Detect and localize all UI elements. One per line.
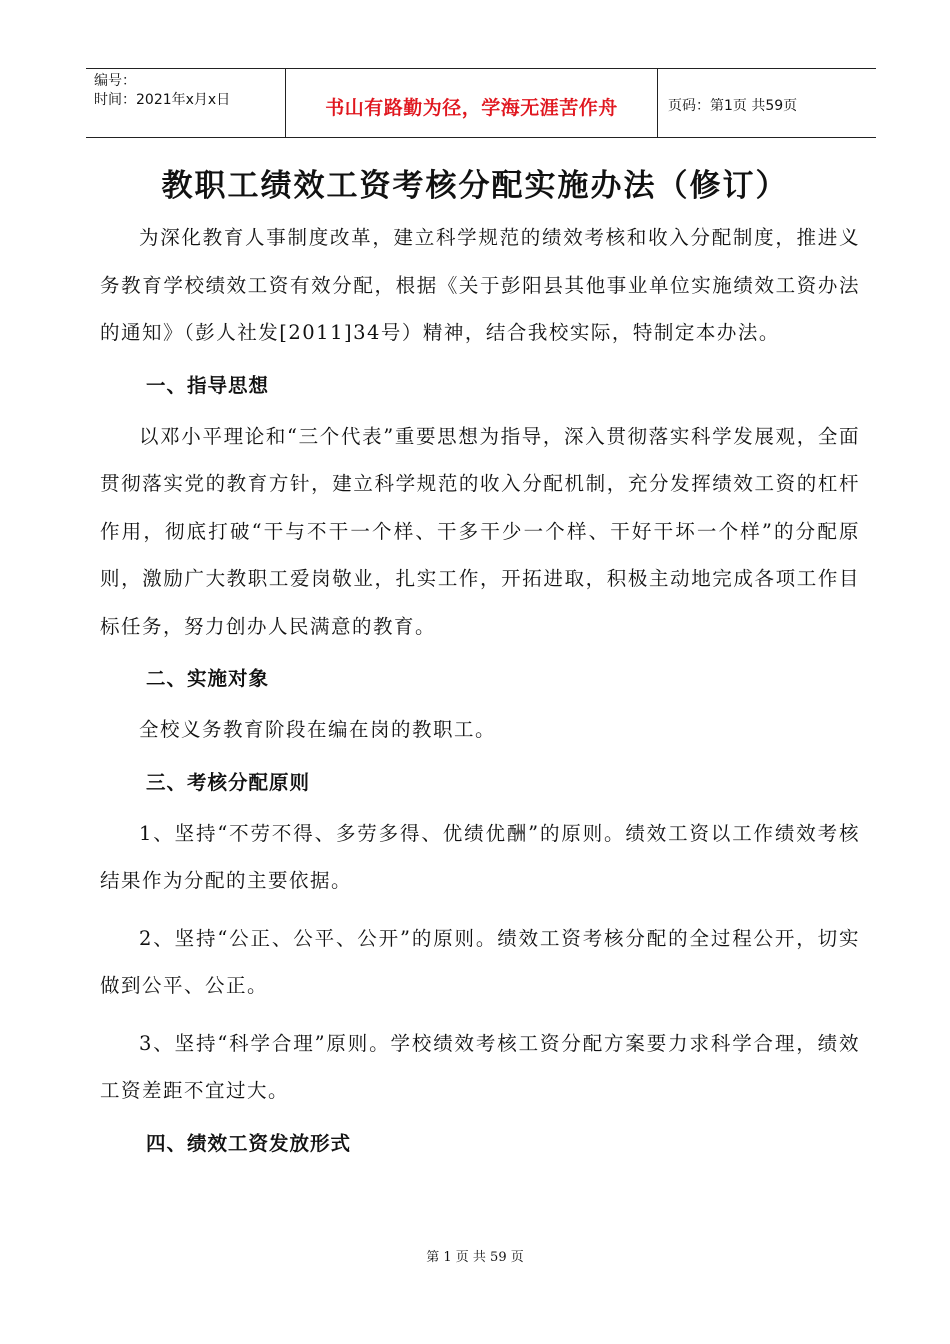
header-meta-cell: [86, 69, 286, 137]
guiding-ideology-paragraph: 以邓小平理论和“三个代表”重要思想为指导，深入贯彻落实科学发展观，全面贯彻落实党的教育方针，建立科学规范的收入分配机制，充分发挥绩效工资的杠杆作用，彻底打破“干与不干一个样、干多干少一个样、干好干坏一个样”的分配原则，激励广大教职工爱岗敬业，扎实工作，开拓进取，积极主动地完成各项工作目标任务，努力创办人民满意的教育。: [100, 424, 860, 638]
header-page-info: 页码：第1页 共59页: [668, 98, 798, 114]
principle-item-3: 3、坚持“科学合理”原则。学校绩效考核工资分配方案要力求科学合理，绩效工资差距不宜过大。: [100, 1031, 860, 1102]
intro-paragraph: 为深化教育人事制度改革，建立科学规范的绩效考核和收入分配制度，推进义务教育学校绩效工资有效分配，根据《关于彭阳县其他事业单位实施绩效工资办法的通知》（彭人社发[2011]34号）精神，结合我校实际，特制定本办法。: [100, 226, 860, 344]
document-time-label: 时间：2021年x月x日: [94, 92, 231, 108]
header-page-cell: [658, 69, 876, 137]
document-number-label: 编号：: [94, 73, 136, 89]
target-paragraph: 全校义务教育阶段在编在岗的教职工。: [139, 718, 497, 741]
section-heading-principles: 三、考核分配原则: [146, 770, 311, 794]
document-header: [86, 68, 876, 138]
document-body: [100, 214, 860, 1171]
section-heading-guiding-ideology: 一、指导思想: [146, 373, 270, 397]
principle-item-2: 2、坚持“公正、公平、公开”的原则。绩效工资考核分配的全过程公开，切实做到公平、公正。: [100, 926, 860, 997]
section-heading-payment-form: 四、绩效工资发放形式: [146, 1131, 352, 1155]
principle-item-1: 1、坚持“不劳不得、多劳多得、优绩优酬”的原则。绩效工资以工作绩效考核结果作为分配的主要依据。: [100, 821, 860, 892]
page-footer: 第 1 页 共 59 页: [426, 1250, 524, 1265]
document-title: 教职工绩效工资考核分配实施办法（修订）: [161, 168, 789, 204]
header-motto: 书山有路勤为径，学海无涯苦作舟: [325, 96, 618, 119]
section-heading-target: 二、实施对象: [146, 667, 270, 690]
header-motto-cell: [286, 69, 658, 137]
